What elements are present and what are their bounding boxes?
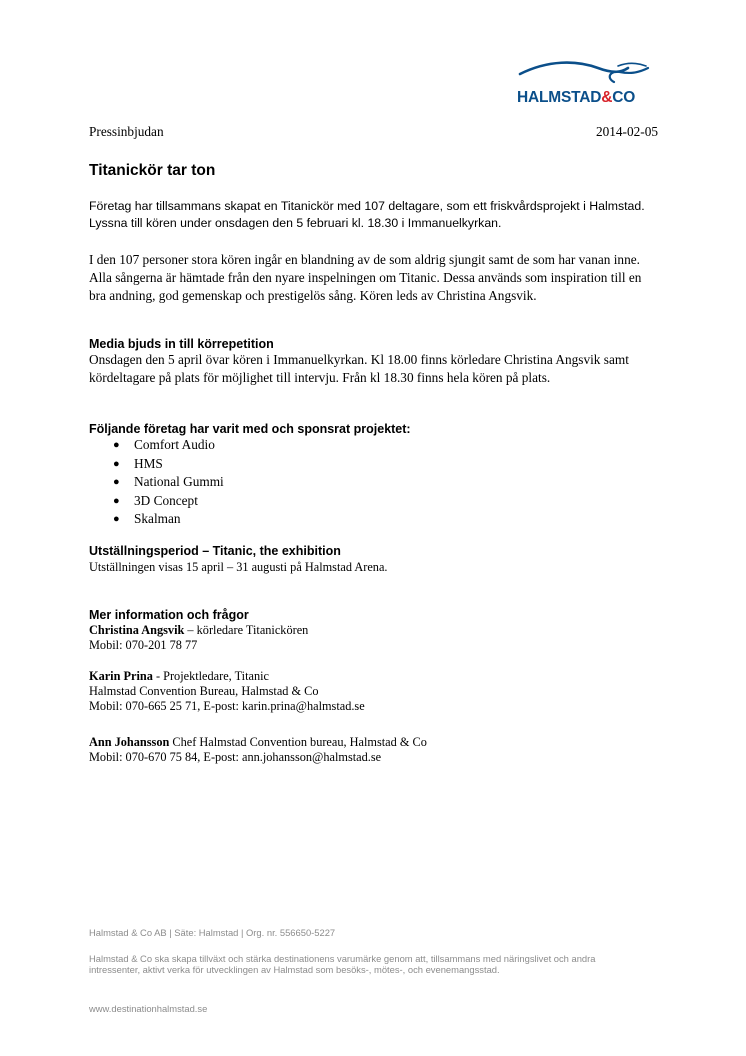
list-item — [89, 473, 224, 492]
sponsors-heading: Följande företag har varit med och sponsrat projektet: — [89, 422, 411, 436]
contact-block — [89, 735, 427, 765]
contact-line: Halmstad Convention Bureau, Halmstad & Co — [89, 684, 319, 698]
logo-name: HALMSTAD — [517, 89, 602, 106]
footer-mission: Halmstad & Co ska skapa tillväxt och stärka destinationens varumärke genom att, tillsammans med näringslivet och andra intressenter, aktivt verka för utvecklingen av Halmstad som besöks-, mötes-, och evenemangsstad. — [89, 953, 596, 975]
exhibition-text: Utställningen visas 15 april – 31 augusti på Halmstad Arena. — [89, 560, 388, 574]
info-heading: Mer information och frågor — [89, 608, 249, 622]
logo-co: CO — [612, 89, 636, 106]
sponsor-list — [89, 436, 224, 529]
list-item — [89, 436, 224, 455]
document-date: 2014-02-05 — [595, 124, 658, 139]
logo-ampersand: & — [601, 89, 613, 106]
wave-logo-icon — [518, 56, 660, 86]
contact-role: – körledare Titanickören — [184, 623, 309, 637]
sponsor-name: 3D Concept — [134, 492, 198, 508]
contact-name-line — [89, 669, 365, 684]
body-paragraph: I den 107 personer stora kören ingår en blandning av de som aldrig sjungit samt de som har vanan inne. Alla sångerna är hämtade från den nyare inspelningen om Titanic. Dessa används som inspiration till en bra andning, god gemenskap och prestigelös sång. Kören leds av Christina Angsvik. — [89, 252, 642, 303]
contact-role: - Projektledare, Titanic — [152, 669, 269, 683]
footer-url: www.destinationhalmstad.se — [89, 1003, 208, 1014]
contact-line: Mobil: 070-670 75 84, E-post: ann.johansson@halmstad.se — [89, 750, 382, 764]
logo-wordmark — [517, 89, 635, 107]
contact-role: Chef Halmstad Convention bureau, Halmstad & Co — [169, 735, 427, 749]
bullet-icon: ● — [113, 476, 120, 488]
list-item — [89, 455, 224, 474]
contact-block — [89, 669, 365, 714]
bullet-icon: ● — [113, 439, 120, 451]
contact-line: Mobil: 070-665 25 71, E-post: karin.prina@halmstad.se — [89, 699, 365, 713]
contact-line: Mobil: 070-201 78 77 — [89, 638, 198, 652]
document-type: Pressinbjudan — [89, 124, 164, 139]
bullet-icon: ● — [113, 513, 120, 525]
intro-paragraph: Företag har tillsammans skapat en Titanickör med 107 deltagare, som ett friskvårdsprojekt i Halmstad. Lyssna till kören under onsdagen den 5 februari kl. 18.30 i Immanuelkyrkan. — [89, 199, 645, 230]
bullet-icon: ● — [113, 457, 120, 470]
media-paragraph: Onsdagen den 5 april övar kören i Immanuelkyrkan. Kl 18.00 finns körledare Christina Angsvik samt kördeltagare på plats för möjlighet till intervju. Från kl 18.30 finns hela kören på plats. — [89, 352, 629, 385]
bullet-icon: ● — [113, 494, 120, 507]
page-title: Titanickör tar ton — [89, 162, 216, 179]
contact-name-line — [89, 623, 308, 638]
sponsor-name: HMS — [134, 455, 163, 471]
sponsor-name: National Gummi — [134, 474, 224, 489]
sponsor-name: Skalman — [134, 511, 181, 526]
media-heading: Media bjuds in till körrepetition — [89, 337, 274, 351]
list-item — [89, 492, 224, 511]
list-item — [89, 510, 224, 529]
contact-name: Christina Angsvik — [89, 623, 185, 637]
footer-company: Halmstad & Co AB | Säte: Halmstad | Org. nr. 556650-5227 — [89, 927, 336, 938]
contact-name: Ann Johansson — [89, 735, 170, 749]
sponsor-name: Comfort Audio — [134, 437, 215, 452]
exhibition-heading: Utställningsperiod – Titanic, the exhibition — [89, 544, 341, 558]
halmstad-co-logo — [512, 56, 662, 108]
contact-name: Karin Prina — [89, 669, 153, 683]
contact-block — [89, 623, 308, 653]
contact-name-line — [89, 735, 427, 750]
